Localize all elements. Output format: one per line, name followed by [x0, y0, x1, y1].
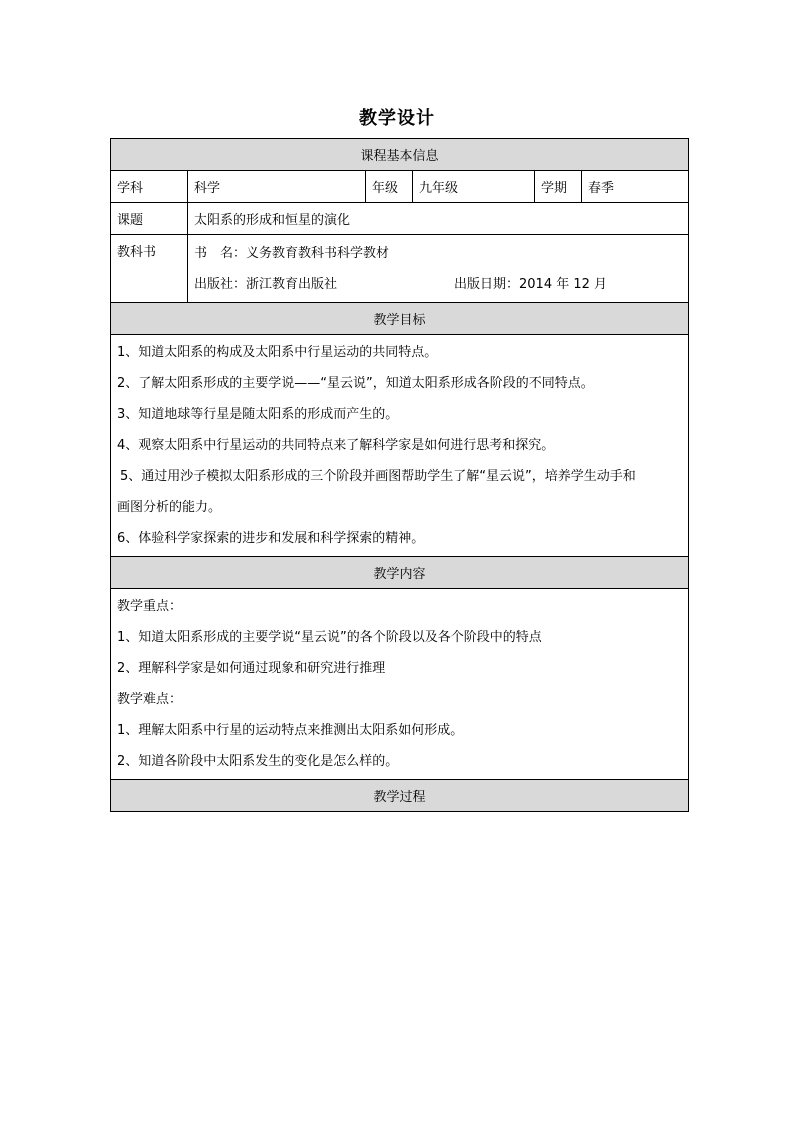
objective-item: 6、体验科学家探索的进步和发展和科学探索的精神。: [117, 531, 425, 546]
document-title: 教学设计: [359, 108, 435, 129]
term-label: 学期: [535, 171, 582, 203]
objective-item-continuation: 画图分析的能力。: [117, 500, 222, 515]
subject-label: 学科: [111, 171, 188, 203]
objective-item: 5、通过用沙子模拟太阳系形成的三个阶段并画图帮助学生了解“星云说”，培养学生动手和: [120, 469, 636, 484]
difficulty-item: 1、理解太阳系中行星的运动特点来推测出太阳系如何形成。: [117, 723, 464, 738]
publisher-line: [194, 269, 682, 300]
subject-value: 科学: [188, 171, 366, 203]
textbook-info: [188, 235, 689, 303]
objective-item: 1、知道太阳系的构成及太阳系中行星运动的共同特点。: [117, 345, 438, 360]
objective-item: 2、了解太阳系形成的主要学说——“星云说”，知道太阳系形成各阶段的不同特点。: [117, 376, 594, 391]
grade-value: 九年级: [413, 171, 535, 203]
objectives-header: 教学目标: [111, 303, 689, 335]
grade-label: 年级: [366, 171, 413, 203]
topic-label: 课题: [111, 203, 188, 235]
publish-date: 出版日期：2014 年 12 月: [454, 276, 608, 292]
publisher: 出版社：浙江教育出版社: [194, 276, 338, 292]
process-header: 教学过程: [111, 780, 689, 812]
term-value: 春季: [582, 171, 689, 203]
objective-item: 3、知道地球等行星是随太阳系的形成而产生的。: [117, 407, 399, 422]
difficulty-item: 2、知道各阶段中太阳系发生的变化是怎么样的。: [117, 754, 399, 769]
content-list: [111, 589, 689, 780]
objective-item: 4、观察太阳系中行星运动的共同特点来了解科学家是如何进行思考和探究。: [117, 438, 555, 453]
content-header: 教学内容: [111, 557, 689, 589]
topic-value: 太阳系的形成和恒星的演化: [188, 203, 689, 235]
lesson-plan-table: [110, 138, 689, 812]
key-point-item: 1、知道太阳系形成的主要学说“星云说”的各个阶段以及各个阶段中的特点: [117, 630, 542, 645]
difficulties-label: 教学难点：: [117, 692, 183, 707]
textbook-label: 教科书: [111, 235, 188, 303]
objectives-list: [111, 335, 689, 557]
key-point-item: 2、理解科学家是如何通过现象和研究进行推理: [117, 661, 386, 676]
book-name: 书 名：义务教育教科书科学教材: [194, 245, 390, 261]
key-points-label: 教学重点：: [117, 599, 183, 614]
basic-info-header: 课程基本信息: [111, 139, 689, 171]
